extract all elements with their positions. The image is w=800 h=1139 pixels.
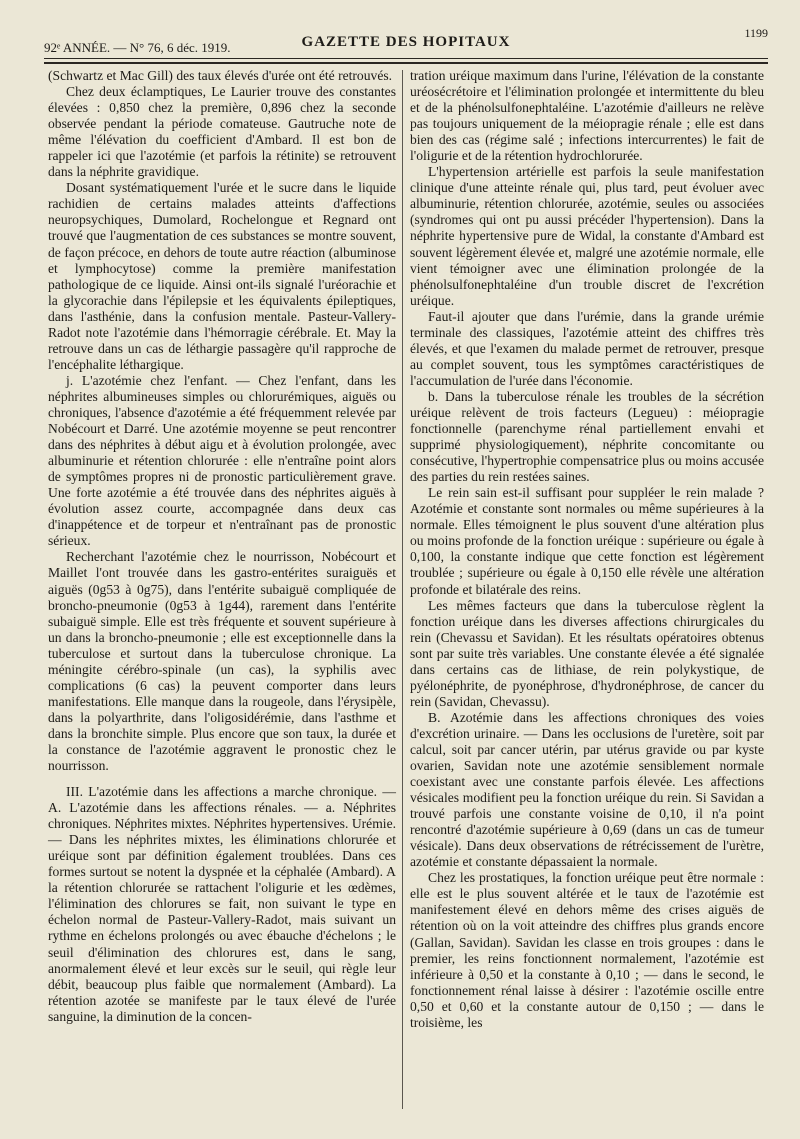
paragraph: Recherchant l'azotémie chez le nourrisson, Nobécourt et Maillet l'ont trouvée dans les gastro-entérites suraiguës et aiguës (0g53 à 0g75), dans l'entérite subaiguë compliquée de broncho-pneumonie (0g53 à 1g44), rarement dans l'entérite subaiguë simple. Elle est très fréquente et souvent supérieure à un dans la broncho-pneumonie ; elle est exceptionnelle dans la tuberculose et surtout dans la tuberculose chronique. La méningite cérébro-spinale (un cas), la syphilis avec complications (6 cas) la peuvent comporter dans leurs manifestations. Elle manque dans la rougeole, dans l'érysipèle, dans la polyarthrite, dans l'oligosidérémie, dans l'asthme et dans la bronchite simple. Plus encore que son taux, la durée et la constance de l'azotémie aggravent le pronostic chez le nourrisson. bbox=[48, 549, 396, 774]
left-column bbox=[48, 68, 396, 1025]
paragraph: Le rein sain est-il suffisant pour suppléer le rein malade ? Azotémie et constante sont normales ou même supérieures à la normale. Elles témoignent le plus souvent d'une altération plus ou moins profonde de la fonction uréique : supérieure ou égale à 0,100, la constante indique que cette fonction est légèrement troublée ; supérieure ou égale à 0,150 elle révèle une altération profonde et bilatérale des reins. bbox=[410, 485, 764, 597]
right-column bbox=[410, 68, 764, 1031]
page-header bbox=[44, 26, 768, 60]
paragraph: Dosant systématiquement l'urée et le sucre dans le liquide rachidien de certains malades atteints d'affections neuropsychiques, Dumolard, Rochelongue et Regnard ont trouvé que l'augmentation de ces substances se montre souvent, de façon précoce, en dehors de toute autre réaction (albuminose et lymphocytose) comme la première manifestation pathologique de ce liquide. Ainsi ont-ils signalé l'uréorachie et la glycorachie dans l'épilepsie et les équivalents épileptiques, dans l'asthénie, dans la confusion mentale. Pasteur-Vallery-Radot note l'azotémie dans l'hémorragie cérébrale. Et. May la retrouve dans un cas de léthargie passagère qu'il rapproche de l'encéphalite léthargique. bbox=[48, 180, 396, 372]
paragraph: L'hypertension artérielle est parfois la seule manifestation clinique d'une atteinte rénale qui, plus tard, peut évoluer avec albuminurie, rétention chlorurée, azotémie, seules ou associées (syndromes qui ont pu aussi précéder l'hypertension). Dans la néphrite hypertensive pure de Widal, la constante d'Ambard est souvent légèrement élevée et, malgré une azotémie normale, elle vient témoigner avec une élimination prolongée de la phénolsulfonephtaléine d'un trouble discret de l'excrétion uréique. bbox=[410, 164, 764, 308]
paragraph: b. Dans la tuberculose rénale les troubles de la sécrétion uréique relèvent de trois facteurs (Legueu) : méiopragie fonctionnelle (parenchyme rénal partiellement envahi et supprimé physiologiquement), néphrite concomitante ou consécutive, l'hypertrophie compensatrice plus ou moins accusée des parties du rein restées saines. bbox=[410, 388, 764, 485]
issue-line: 92ᵉ ANNÉE. — N° 76, 6 déc. 1919. bbox=[44, 40, 231, 55]
paragraph: j. L'azotémie chez l'enfant. — Chez l'enfant, dans les néphrites albumineuses simples ou chlorurémiques, aiguës ou chroniques, l'absence d'azotémie a été fréquemment relevée par Nobécourt et Darré. Une azotémie moyenne se peut rencontrer dans des néphrites à début aigu et à évolution prolongée, avec albuminurie et rétention chlorurée : elle n'entraîne point alors de symptômes propres ni de pronostic particulièrement grave. Une forte azotémie a été trouvée dans des néphrites aiguës à évolution assez courte, accompagnée dans deux cas d'inappétence et de torpeur et n'entraînant pas de pronostic sérieux. bbox=[48, 372, 396, 549]
paragraph: Chez les prostatiques, la fonction uréique peut être normale : elle est le plus souvent altérée et le taux de l'azotémie est manifestement élevé en dehors même des crises aiguës de rétention où on la voit atteindre des chiffres plus grands encore (Gallan, Savidan). Savidan les classe en trois groupes : dans le premier, les reins fonctionnent normalement, l'azotémie est inférieure à 0,50 et la constante à 0,10 ; — dans le second, le fonctionnement rénal laisse à désirer : l'azotémie oscille entre 0,50 et 0,60 et la constante autour de 0,150 ; — dans le troisième, les bbox=[410, 870, 764, 1030]
header-rule-thick bbox=[44, 62, 768, 64]
paragraph: (Schwartz et Mac Gill) des taux élevés d'urée ont été retrouvés. bbox=[48, 68, 393, 83]
paragraph: III. L'azotémie dans les affections a marche chronique. — A. L'azotémie dans les affections rénales. — a. Néphrites chroniques. Néphrites mixtes. Néphrites hypertensives. Urémie. — Dans les néphrites mixtes, les éliminations chlorurée et uréique sont par définition également troublées. Dans ces formes surtout se notent la dyspnée et la céphalée (Ambard). A la rétention chlorurée se rattachent l'oligurie et les œdèmes, l'élimination des chlorures se fait, non suivant le type en échelon normal de Pasteur-Vallery-Radot, mais suivant un rythme en échelons prolongés ou avec ébauche d'échelons ; le seuil d'élimination des chlorures est, dans le sang, anormalement élevé et leur excès sur le seuil, qui règle leur débit, beaucoup plus faible que normalement (Ambard). La rétention azotée se manifeste par le taux élevé de l'urée sanguine, la diminution de la concen- bbox=[48, 784, 396, 1024]
journal-title: GAZETTE DES HOPITAUX bbox=[301, 34, 511, 50]
paragraph: Faut-il ajouter que dans l'urémie, dans la grande urémie terminale des classiques, l'azotémie atteint des chiffres très élevés, et que l'examen du malade permet de retrouver, presque au complet souvent, tous les symptômes caractéristiques de l'accumulation de l'urée dans l'économie. bbox=[410, 308, 764, 388]
page-number: 1199 bbox=[744, 26, 768, 40]
header-rule-thin bbox=[44, 58, 768, 59]
column-divider bbox=[402, 70, 403, 1109]
paragraph: tration uréique maximum dans l'urine, l'élévation de la constante uréosécrétoire et l'élimination prolongée et intermittente du bleu et de la phénolsulfonephtaléine. L'azotémie d'ailleurs ne relève pas toujours uniquement de la méiopragie rénale ; elle est dans bien des cas (régime salé ; infections intercurrentes) le fait de l'oligurie et de la rétention hydrochlorurée. bbox=[410, 68, 764, 164]
paragraph: B. Azotémie dans les affections chroniques des voies d'excrétion urinaire. — Dans les occlusions de l'uretère, soit par calcul, soit par cancer utérin, par utérus gravide ou par kyste ovarien, Savidan note une azotémie sensiblement normale coexistant avec une constante parfois élevée. Les affections vésicales modifient peu la fonction uréique du rein. Si Savidan a trouvé parfois une constante voisine de 0,10, il n'a point rencontré d'azotémie supérieure à 0,69 (dans un cas de tumeur vésicale). Dans deux observations de rétrécissement de l'urètre, azotémie et constante dépassaient la normale. bbox=[410, 709, 764, 870]
paragraph: Les mêmes facteurs que dans la tuberculose règlent la fonction uréique dans les diverses affections chirurgicales du rein (Chevassu et Savidan). Et les résultats opératoires obtenus sont par suite très variables. Une constante élevée a été signalée dans certains cas de lithiase, de rein polykystique, de pyélonéphrite, de pyonéphrose, d'hydronéphrose, de cancer du rein (Savidan, Chevassu). bbox=[410, 597, 764, 709]
paragraph: Chez deux éclamptiques, Le Laurier trouve des constantes élevées : 0,850 chez la première, 0,896 chez la seconde observée pendant la période comateuse. Gautruche note de même l'élévation du coefficient d'Ambard. Il est bon de rappeler ici que l'azotémie (et parfois la rétinite) se retrouvent dans la néphrite gravidique. bbox=[48, 84, 396, 180]
